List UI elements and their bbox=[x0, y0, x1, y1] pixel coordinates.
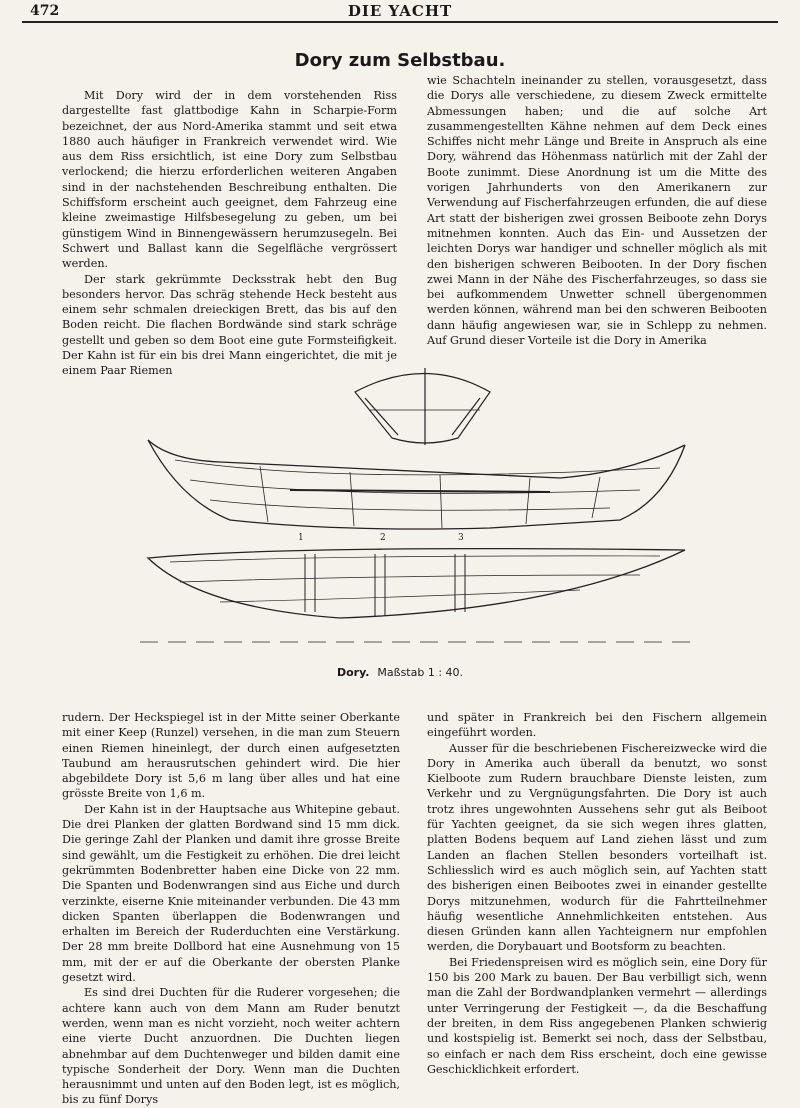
paragraph: Mit Dory wird der in dem vorstehenden Riss dargestellte fast glattbodige Kahn in Scharpie-Form bezeichnet, der aus Nord-Amerika stammt und seit etwa 1880 auch häufiger in Frankreich verwendet wird. Wie aus dem Riss ersichtlich, ist eine Dory zum Selbstbau verlockend; die hierzu erforderlichen weiteren Angaben sind in der nachstehenden Beschreibung enthalten. Die Schiffsform erscheint auch geeignet, dem Fahrzeug eine kleine zweimastige Hilfsbesegelung zu geben, um bei günstigem Wind in Binnengewässern herumzusegeln. Bei Schwert und Ballast kann die Segelfläche vergrössert werden. bbox=[62, 89, 397, 271]
text-column-1 bbox=[62, 88, 397, 379]
paragraph: rudern. Der Heckspiegel ist in der Mitte seiner Oberkante mit einer Keep (Runzel) versehen, in die man zum Steuern einen Riemen hineinlegt, der durch einen aufgesetzten Taubund am herausrutschen gehindert wird. Die hier abgebildete Dory ist 5,6 m lang über alles und hat eine grösste Breite von 1,6 m. bbox=[62, 711, 400, 801]
text-column-2 bbox=[427, 73, 767, 348]
text-column-4 bbox=[427, 710, 767, 1077]
caption-scale: Maßstab 1 : 40. bbox=[377, 666, 464, 679]
frame-marker: 1 bbox=[298, 533, 304, 543]
article-title: Dory zum Selbstbau. bbox=[294, 50, 506, 71]
paragraph: Es sind drei Duchten für die Ruderer vorgesehen; die achtere kann auch von dem Mann am Ruder benutzt werden, wenn man es nicht vorzieht, noch weiter achtern eine vierte Ducht anzuordnen. Die Duchten liegen abnehmbar auf dem Duchtenweger und bilden damit eine typische Sonderheit der Dory. Wenn man die Duchten herausnimmt und unten auf den Boden legt, ist es möglich, bis zu fünf Dorys bbox=[62, 986, 400, 1107]
paragraph: Der stark gekrümmte Decksstrak hebt den Bug besonders hervor. Das schräg stehende Heck besteht aus einem sehr schmalen dreieckigen Brett, das bis auf den Boden reicht. Die flachen Bordwände sind stark schräge gestellt und geben so dem Boot eine gute Formsteifigkeit. Der Kahn ist für ein bis drei Mann eingerichtet, die mit je einem Paar Riemen bbox=[62, 272, 397, 378]
text-column-3 bbox=[62, 710, 400, 1108]
transom-view bbox=[355, 368, 490, 445]
paragraph: Der Kahn ist in der Hauptsache aus Whitepine gebaut. Die drei Planken der glatten Bordwand sind 15 mm dick. Die geringe Zahl der Planken und damit ihre grosse Breite sind gewählt, um die Festigkeit zu erhöhen. Die drei leicht gekrümmten Bodenbretter haben eine Dicke von 22 mm. Die Spanten und Bodenwrangen sind aus Eiche und durch verzinkte, eiserne Knie miteinander verbunden. Die 43 mm dicken Spanten überlappen die Bodenwrangen und erhalten im Bereich der Ruderduchten eine Verstärkung. Der 28 mm breite Dollbord hat eine Ausnehmung von 15 mm, mit der er auf die Oberkante der obersten Planke gesetzt wird. bbox=[62, 802, 400, 985]
profile-view bbox=[148, 440, 685, 529]
paragraph: Ausser für die beschriebenen Fischereizwecke wird die Dory in Amerika auch überall da benutzt, wo sonst Kielboote zum Rudern brauchbare Dienste leisten, zum Verkehr und zu Vergnügungsfahrten. Die Dory ist auch trotz ihres ungewohnten Aussehens sehr gut als Beiboot für Yachten geeignet, da sie sich wegen ihres glatten, platten Bodens bequem auf Land ziehen lässt und zum Landen an flachen Stellen besonders vorteilhaft ist. Schliesslich wird es auch möglich sein, auf Yachten statt des bisherigen einen Beibootes zwei in einander gestellte Dorys mitzunehmen, wodurch für die Fahrtteilnehmer häufig wesentliche Annehmlichkeiten entstehen. Aus diesen Gründen kann allen Yachteignern nur empfohlen werden, die Dorybauart und Bootsform zu beachten. bbox=[427, 741, 767, 954]
frame-marker: 2 bbox=[380, 533, 386, 543]
page-number: 472 bbox=[30, 3, 60, 19]
paragraph: wie Schachteln ineinander zu stellen, vorausgesetzt, dass die Dorys alle verschiedene, zu diesem Zweck ermittelte Abmessungen haben; und die auf solche Art zusammengestellten Kähne nehmen auf dem Deck eines Schiffes nicht mehr Länge und Breite in Anspruch als eine Dory, während das Höhenmass natürlich mit der Zahl der Boote zunimmt. Diese Anordnung ist um die Mitte des vorigen Jahrhunderts von den Amerikanern zur Verwendung auf Fischerfahrzeugen erfunden, die auf diese Art statt der bisherigen zwei grossen Beiboote zehn Dorys mitnehmen konnten. Auch das Ein- und Aussetzen der leichten Dorys war handiger und schneller möglich als mit den bisherigen schweren Beibooten. In der Dory fischen zwei Mann in der Nähe des Fischerfahrzeuges, so dass sie bei aufkommendem Unwetter schnell übergenommen werden können, während man bei den schweren Beibooten dann häufig angewiesen war, sie in Schlepp zu nehmen. Auf Grund dieser Vorteile ist die Dory in Amerika bbox=[427, 74, 767, 348]
dory-drawing bbox=[140, 350, 700, 660]
frame-markers bbox=[298, 533, 464, 543]
paragraph: und später in Frankreich bei den Fischern allgemein eingeführt worden. bbox=[427, 711, 767, 740]
caption-name: Dory. bbox=[336, 666, 370, 679]
journal-title: DIE YACHT bbox=[347, 2, 453, 20]
frame-marker: 3 bbox=[458, 533, 464, 543]
header-rule bbox=[22, 21, 778, 23]
plan-view bbox=[140, 549, 700, 642]
figure-caption bbox=[0, 666, 800, 679]
paragraph: Bei Friedenspreisen wird es möglich sein, eine Dory für 150 bis 200 Mark zu bauen. Der Bau verbilligt sich, wenn man die Zahl der Bordwandplanken vermehrt — allerdings unter Verringerung der Festigkeit —, da die Beschaffung der breiten, in dem Riss angegebenen Planken schwierig und kostspielig ist. Bemerkt sei noch, dass der Selbstbau, so einfach er nach dem Riss erscheint, doch eine gewisse Geschicklichkeit erfordert. bbox=[427, 955, 767, 1076]
